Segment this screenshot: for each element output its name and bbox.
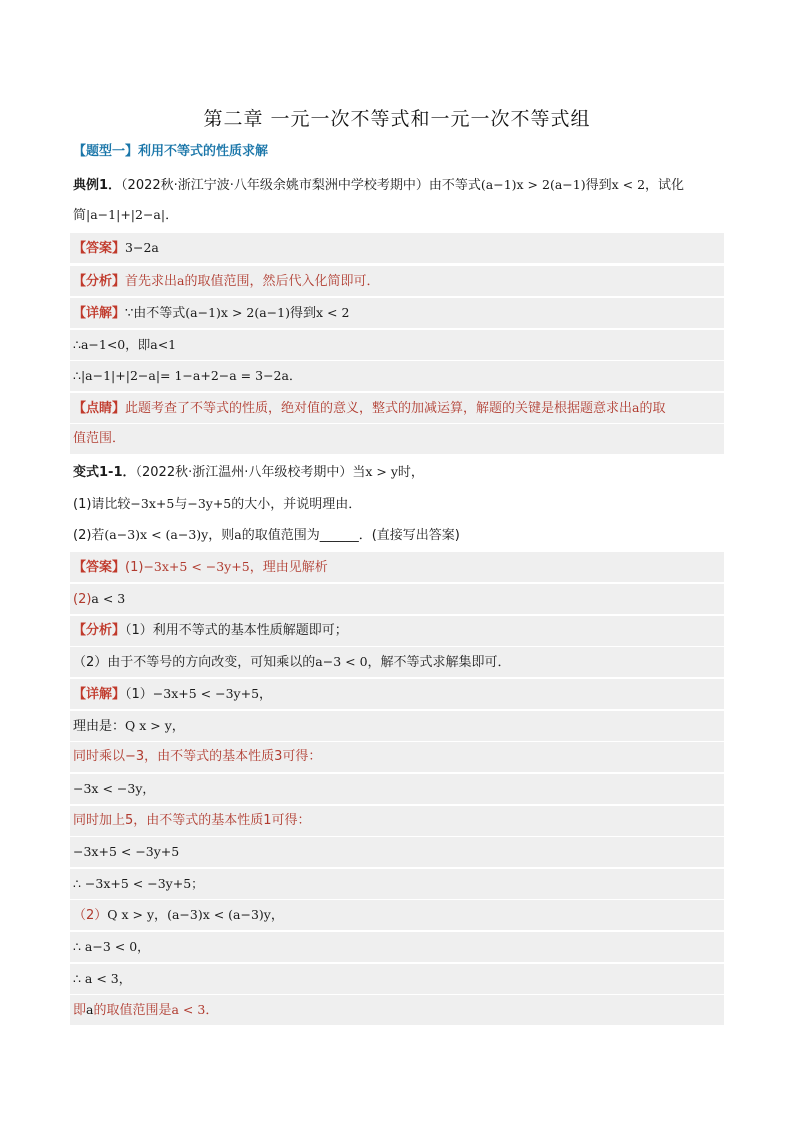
variant-detail-6 [70,837,724,867]
detail-text: 即 [73,1003,87,1018]
variant-text: (2)若 [73,528,105,543]
variant-answer-1 [70,552,724,582]
example-math-result: x < 2 [611,177,646,192]
variant-detail-10 [70,964,724,994]
variant-detail-1 [70,679,724,709]
step-text: ∴|a−1|+|2−a|= 1−a+2−a = 3−2a． [73,368,302,383]
variant-text: (1)请比较 [73,497,131,512]
detail-math: ∴ a−3 < 0， [73,939,150,954]
variant-detail-4 [70,774,724,804]
detail-text: 同时乘以−3，由不等式的基本性质3可得： [73,749,322,764]
variant-text: 与 [174,497,188,512]
example-detail [70,298,724,328]
detail-math: −3x+5 < −3y+5 [152,686,260,701]
variant-subquestion-2 [70,520,724,550]
detail-math: −3x < −3y， [73,781,155,796]
answer-math: −3x+5 < −3y+5 [143,559,250,574]
variant-var: a [234,527,242,542]
variant-detail-5 [70,806,724,836]
page-title: 第二章 一元一次不等式和一元一次不等式组 [203,108,591,130]
analysis-text: （2）由于不等号的方向改变，可知乘以的 [73,655,316,670]
variant-question [70,457,724,487]
variant-detail-3 [70,742,724,772]
comment-var: a [632,400,640,415]
analysis-text: 首先求出 [125,274,178,289]
variant-detail-9 [70,932,724,962]
analysis-text: （1）利用不等式的基本性质解题即可； [125,623,348,638]
detail-math: x < 2 [316,305,350,320]
detail-math: Q x > y [125,718,172,733]
variant-condition: x > y [365,464,398,479]
comment-text: 此题考查了不等式的性质，绝对值的意义，整式的加减运算，解题的关键是根据题意求出 [125,401,633,416]
detail-math: ∴ −3x+5 < −3y+5； [73,876,204,891]
answer-text: (2) [73,592,92,607]
variant-text: 的取值范围为______．(直接写出答案) [241,528,460,543]
variant-answer-2 [70,584,724,614]
variant-subquestion-1 [70,489,724,519]
detail-label: 【详解】 [73,687,126,702]
comment-text: 的取 [639,401,666,416]
answer-text: ，理由见解析 [249,560,328,575]
detail-text: 同时加上5，由不等式的基本性质1可得： [73,813,311,828]
example-source: （2022秋·浙江宁波·八年级余姚市梨洲中学校考期中）由不等式 [121,178,481,193]
detail-var: a [86,1002,94,1017]
variant-analysis-1 [70,616,724,646]
detail-text: ∵由不等式 [125,306,186,321]
analysis-var: a [177,273,185,288]
detail-math: a < 3 [171,1002,206,1017]
example-text: ，试化 [645,178,685,193]
section-heading-text: 【题型一】利用不等式的性质求解 [73,144,269,159]
answer-math: a < 3 [91,591,126,606]
example-comment-line-1 [70,393,724,423]
variant-detail-2 [70,711,724,741]
answer-label: 【答案】 [73,241,126,256]
detail-text: （1） [125,687,153,702]
comment-text: 值范围． [73,431,126,446]
example-step-1 [70,330,724,360]
variant-detail-11 [70,995,724,1025]
example-question-line-1 [70,170,724,200]
analysis-label: 【分析】 [73,623,126,638]
detail-text: ， [259,687,273,702]
detail-math: (a−1)x > 2(a−1) [185,305,290,320]
variant-math: −3y+5 [187,496,232,511]
detail-text: 得到 [289,306,316,321]
detail-text: ， [270,908,284,923]
variant-label: 变式1-1． [73,465,136,480]
example-step-2 [70,361,724,391]
variant-math: −3x+5 [130,496,175,511]
answer-label: 【答案】 [73,560,126,575]
analysis-label: 【分析】 [73,274,126,289]
detail-math: Q x > y [107,907,155,922]
detail-text: ． [205,1003,219,1018]
example-text: 简 [73,208,87,223]
example-label: 典例1． [73,178,122,193]
detail-math: −3x+5 < −3y+5 [73,844,180,859]
variant-text: ，则 [208,528,235,543]
analysis-text: 的取值范围，然后代入化简即可． [184,274,380,289]
analysis-math: a−3 < 0 [315,654,368,669]
section-heading [70,137,724,167]
example-comment-line-2 [70,424,724,454]
detail-text: 理由是： [73,719,126,734]
detail-text: ， [171,719,185,734]
step-text: ∴a−1<0，即a<1 [73,337,177,352]
detail-math: (a−3)x < (a−3)y [167,907,271,922]
example-answer [70,233,724,263]
example-math-expression: |a−1|+|2−a| [86,207,166,222]
example-question-line-2 [70,200,724,230]
comment-label: 【点睛】 [73,401,126,416]
variant-detail-7 [70,869,724,899]
variant-source: （2022秋·浙江温州·八年级校考期中）当 [135,465,366,480]
variant-math: (a−3)x < (a−3)y [104,527,209,542]
answer-text: (1) [125,560,144,575]
variant-text: 时， [397,465,424,480]
variant-detail-8 [70,900,724,930]
detail-text: （2） [73,908,108,923]
detail-text: 的取值范围是 [93,1003,172,1018]
analysis-text: ，解不等式求解集即可． [367,655,511,670]
example-math-inequality: (a−1)x > 2(a−1) [480,177,586,192]
detail-math: ∴ a < 3， [73,971,132,986]
example-analysis [70,266,724,296]
variant-analysis-2 [70,647,724,677]
detail-label: 【详解】 [73,306,126,321]
example-text: 得到 [585,178,612,193]
detail-text: ， [154,908,168,923]
answer-value: 3−2a [125,240,159,255]
variant-text: 的大小，并说明理由． [231,497,362,512]
example-text: ． [165,208,179,223]
